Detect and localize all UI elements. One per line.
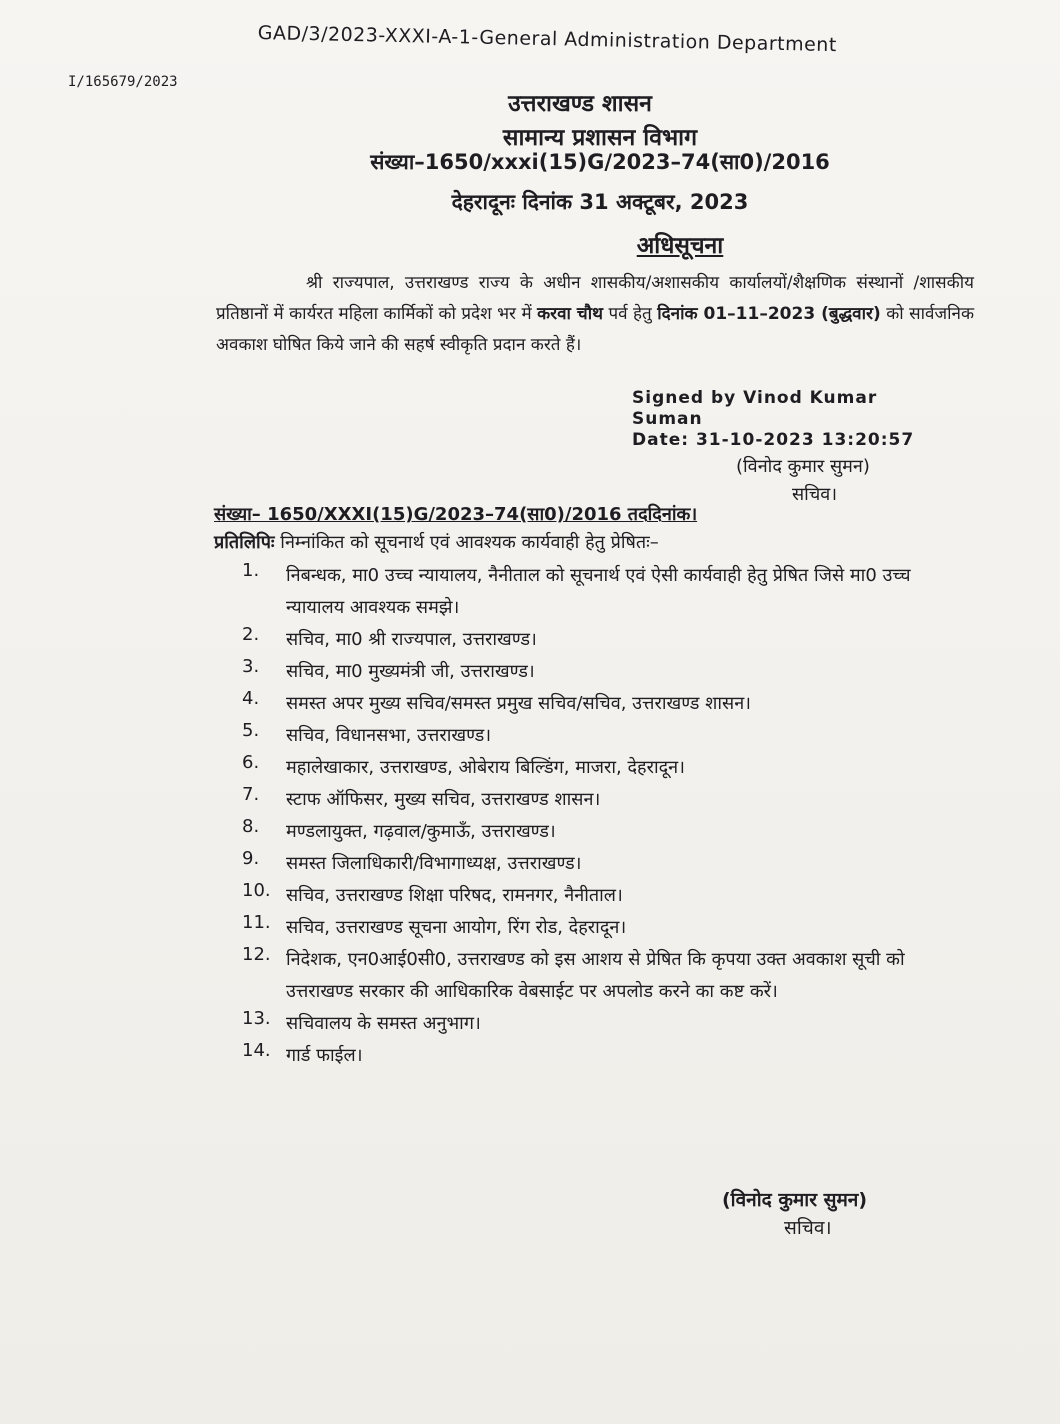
list-item-text: सचिव, मा0 मुख्यमंत्री जी, उत्तराखण्ड। (286, 661, 535, 682)
government-title: उत्तराखण्ड शासन (508, 91, 652, 117)
list-item-number: 3. (242, 656, 260, 677)
signatory-name-footer: (विनोद कुमार सुमन) (722, 1189, 868, 1211)
list-item-text: सचिवालय के समस्त अनुभाग। (286, 1013, 481, 1034)
list-item-text: स्टाफ ऑफिसर, मुख्य सचिव, उत्तराखण्ड शासन। (286, 789, 601, 810)
list-item-text: सचिव, विधानसभा, उत्तराखण्ड। (286, 725, 492, 746)
file-id: I/165679/2023 (68, 74, 178, 90)
list-item (242, 688, 972, 720)
list-item-text: समस्त जिलाधिकारी/विभागाध्यक्ष, उत्तराखण्ड। (286, 853, 582, 874)
holiday-date: दिनांक 01–11–2023 (बुद्धवार) (657, 304, 881, 324)
department-title: सामान्य प्रशासन विभाग (502, 125, 698, 151)
notification-heading: अधिसूचना (636, 233, 724, 259)
notification-body: श्री राज्यपाल, उत्तराखण्ड राज्य के अधीन शासकीय/अशासकीय कार्यालयों/शैक्षणिक संस्थानों /शासकीय प्रतिष्ठानों में कार्यरत महिला कार्मिकों को प्रदेश भर में करवा चौथ पर्व हेतु दिनांक 01–11–2023 (बुद्धवार) को सार्वजनिक अवकाश घोषित किये जाने की सहर्ष स्वीकृति प्रदान करते हैं। (216, 273, 974, 355)
copy-intro: प्रतिलिपिः निम्नांकित को सूचनार्थ एवं आवश्यक कार्यवाही हेतु प्रेषितः– (214, 532, 659, 553)
list-item-text: निबन्धक, मा0 उच्च न्यायालय, नैनीताल को सूचनार्थ एवं ऐसी कार्यवाही हेतु प्रेषित जिसे मा0 उच्च न्यायालय आवश्यक समझे। (286, 565, 911, 618)
list-item-number: 4. (242, 688, 260, 709)
list-item-text: निदेशक, एन0आई0सी0, उत्तराखण्ड को इस आशय से प्रेषित कि कृपया उक्त अवकाश सूची को उत्तराखण्ड सरकार की आधिकारिक वेबसाईट पर अपलोड करने का कष्ट करें। (286, 949, 905, 1002)
digital-signature: Signed by Vinod Kumar Suman Date: 31-10-2023 13:20:57 (632, 388, 915, 450)
list-item (242, 784, 972, 816)
signatory-designation: सचिव। (792, 484, 838, 505)
list-item-number: 12. (242, 944, 271, 965)
list-item-number: 6. (242, 752, 260, 773)
list-item-text: सचिव, उत्तराखण्ड सूचना आयोग, रिंग रोड, देहरादून। (286, 917, 627, 938)
list-item-number: 11. (242, 912, 271, 933)
list-item-number: 10. (242, 880, 271, 901)
list-item-text: मण्डलायुक्त, गढ़वाल/कुमाऊँ, उत्तराखण्ड। (286, 821, 556, 842)
list-item-number: 1. (242, 560, 260, 581)
list-item (242, 656, 972, 688)
list-item (242, 720, 972, 752)
list-item-number: 13. (242, 1008, 271, 1029)
list-item (242, 1008, 972, 1040)
list-item-number: 14. (242, 1040, 271, 1061)
list-item-number: 5. (242, 720, 260, 741)
list-item (242, 944, 972, 1008)
list-item (242, 912, 972, 944)
reference-header: GAD/3/2023-XXXI-A-1-General Administration Department (257, 22, 838, 57)
list-item (242, 1040, 972, 1072)
list-item-number: 9. (242, 848, 260, 869)
list-item-text: समस्त अपर मुख्य सचिव/समस्त प्रमुख सचिव/सचिव, उत्तराखण्ड शासन। (286, 693, 752, 714)
list-item-text: गार्ड फाईल। (286, 1045, 363, 1066)
list-item-number: 7. (242, 784, 260, 805)
signatory-name: (विनोद कुमार सुमन) (736, 456, 870, 477)
list-item-text: सचिव, उत्तराखण्ड शिक्षा परिषद, रामनगर, नैनीताल। (286, 885, 623, 906)
list-item-number: 8. (242, 816, 260, 837)
list-item-text: सचिव, मा0 श्री राज्यपाल, उत्तराखण्ड। (286, 629, 537, 650)
list-item (242, 624, 972, 656)
order-number: संख्या–1650/xxxi(15)G/2023–74(सा0)/2016 (370, 150, 830, 174)
distribution-list (242, 560, 972, 1072)
list-item (242, 816, 972, 848)
signatory-designation-footer: सचिव। (784, 1217, 832, 1239)
copy-number: संख्या– 1650/XXXI(15)G/2023–74(सा0)/2016 तददिनांक। (214, 504, 698, 525)
festival-name: करवा चौथ (537, 304, 603, 324)
list-item-text: महालेखाकार, उत्तराखण्ड, ओबेराय बिल्डिंग, माजरा, देहरादून। (286, 757, 685, 778)
list-item (242, 848, 972, 880)
list-item-number: 2. (242, 624, 260, 645)
list-item (242, 560, 972, 624)
order-date: देहरादूनः दिनांक 31 अक्टूबर, 2023 (451, 190, 749, 214)
list-item (242, 752, 972, 784)
list-item (242, 880, 972, 912)
